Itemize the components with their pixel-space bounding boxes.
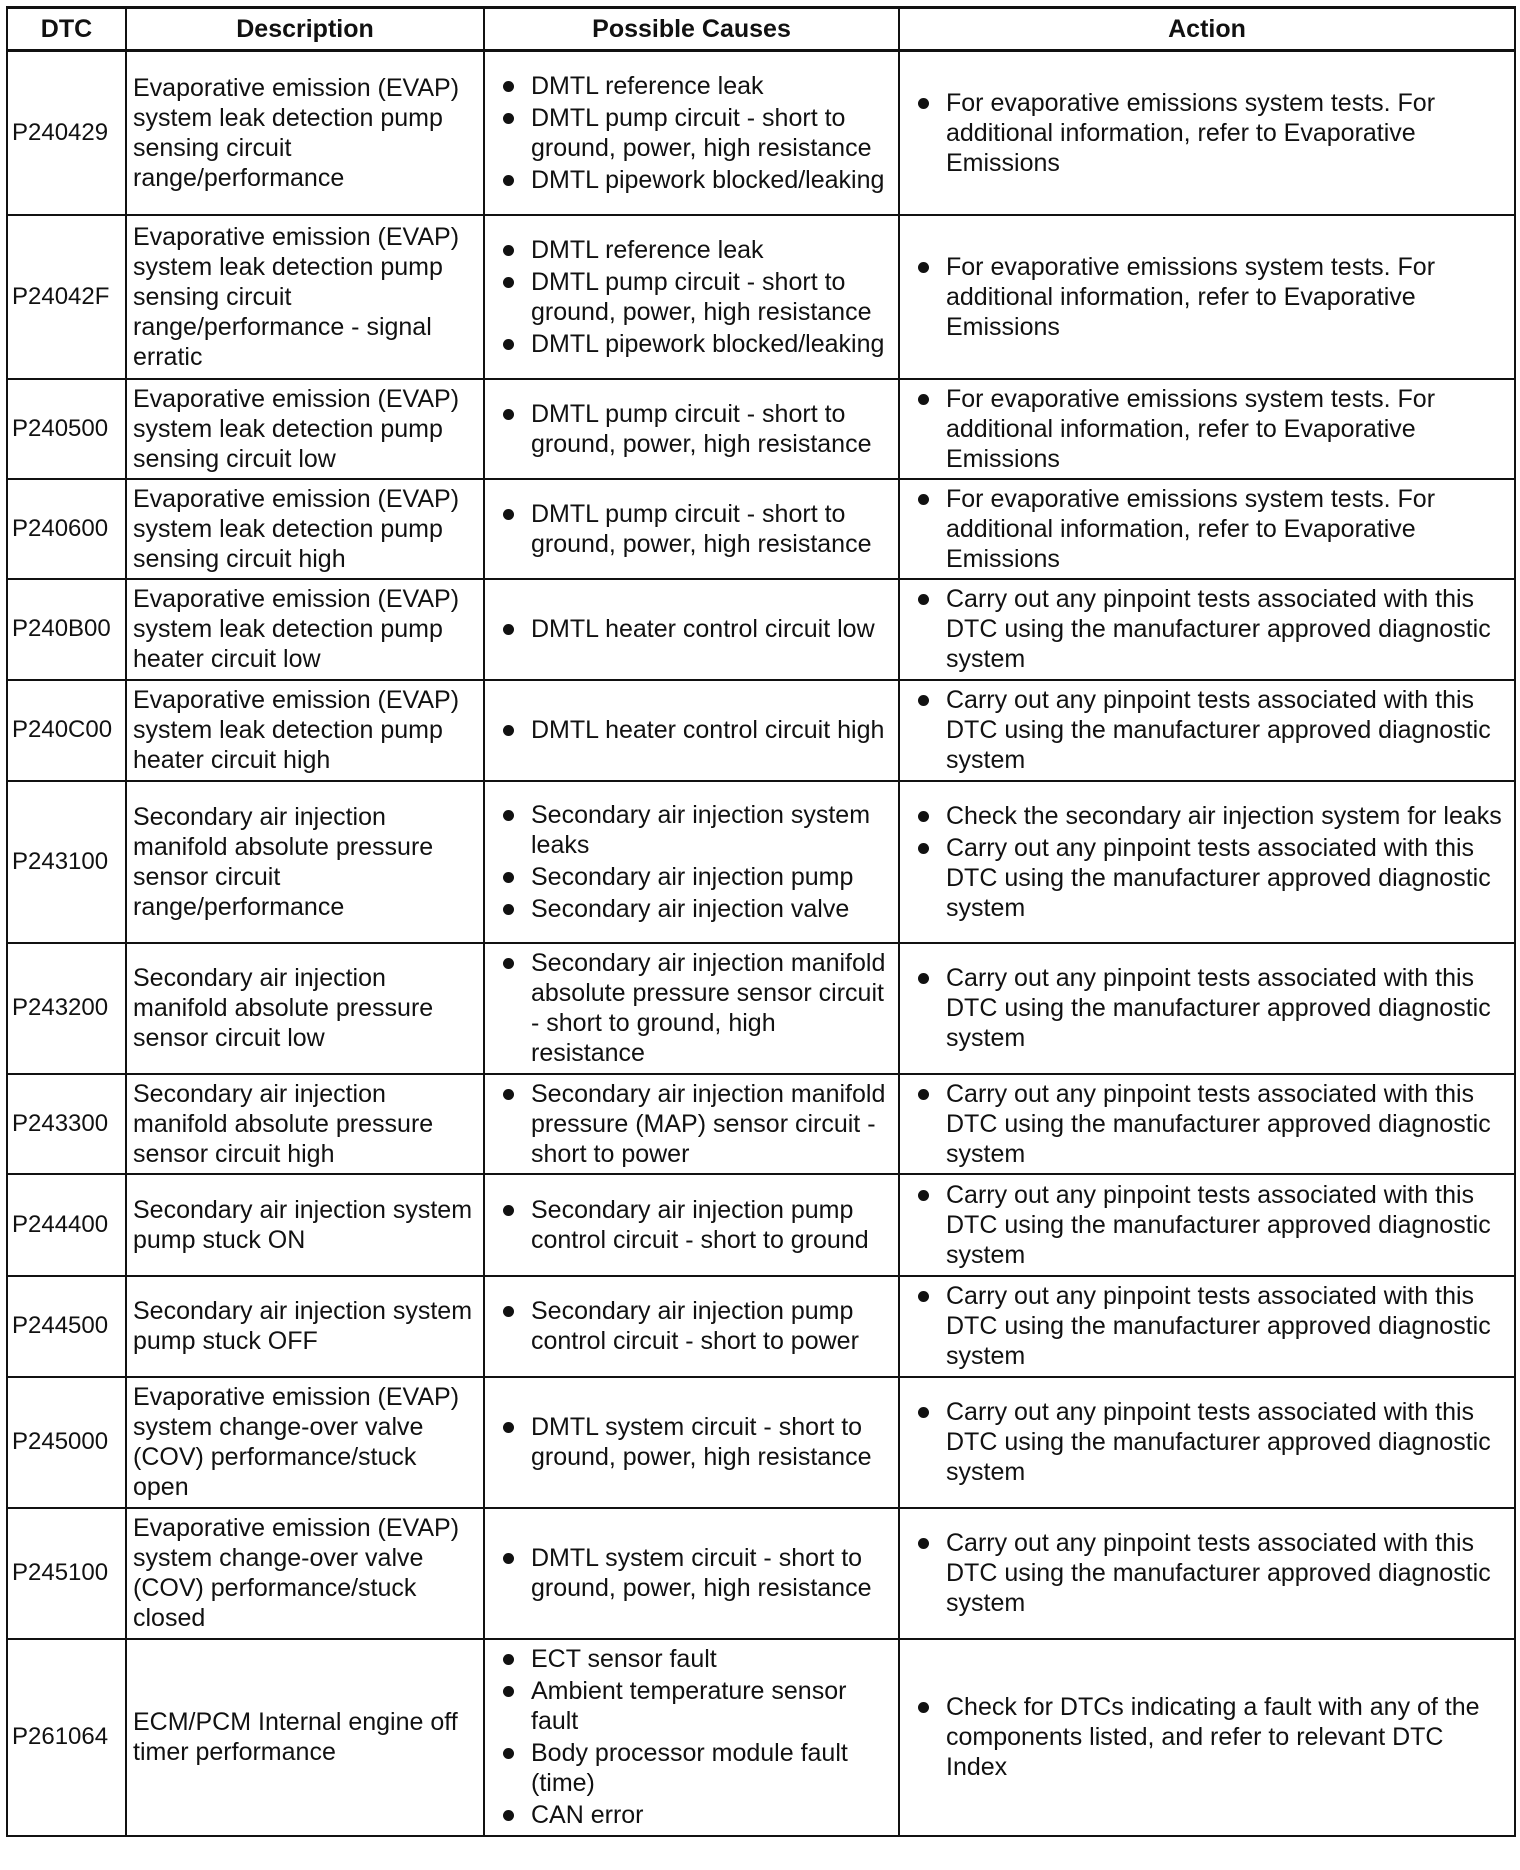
- dtc-code: P240C00: [7, 680, 126, 781]
- action-item: Carry out any pinpoint tests associated with this DTC using the manufacturer approved diagnostic system: [906, 685, 1508, 775]
- cause-item: DMTL pipework blocked/leaking: [491, 329, 892, 359]
- dtc-description: Evaporative emission (EVAP) system leak detection pump sensing circuit high: [126, 479, 484, 579]
- table-row: [7, 479, 1515, 579]
- actions-list: [906, 584, 1508, 674]
- action-cell: [899, 215, 1515, 379]
- dtc-code: P240500: [7, 379, 126, 479]
- actions-list: [906, 1528, 1508, 1618]
- possible-causes-cell: [484, 1377, 899, 1508]
- action-item: Carry out any pinpoint tests associated with this DTC using the manufacturer approved diagnostic system: [906, 833, 1508, 923]
- dtc-code: P244400: [7, 1174, 126, 1276]
- actions-list: [906, 252, 1508, 342]
- dtc-description: Evaporative emission (EVAP) system leak detection pump sensing circuit range/performance - signal erratic: [126, 215, 484, 379]
- causes-list: [491, 800, 892, 924]
- cause-item: CAN error: [491, 1800, 892, 1830]
- dtc-code: P244500: [7, 1276, 126, 1377]
- header-description: Description: [126, 8, 484, 51]
- causes-list: [491, 1543, 892, 1603]
- dtc-description: Evaporative emission (EVAP) system leak detection pump heater circuit low: [126, 579, 484, 680]
- dtc-code: P243200: [7, 943, 126, 1074]
- actions-list: [906, 963, 1508, 1053]
- dtc-table: [6, 6, 1516, 1837]
- actions-list: [906, 801, 1508, 923]
- cause-item: Secondary air injection pump control circuit - short to ground: [491, 1195, 892, 1255]
- actions-list: [906, 1692, 1508, 1782]
- possible-causes-cell: [484, 1639, 899, 1836]
- table-row: [7, 579, 1515, 680]
- actions-list: [906, 1180, 1508, 1270]
- actions-list: [906, 685, 1508, 775]
- table-row: [7, 680, 1515, 781]
- action-cell: [899, 579, 1515, 680]
- action-cell: [899, 1074, 1515, 1174]
- dtc-description: Secondary air injection manifold absolute pressure sensor circuit low: [126, 943, 484, 1074]
- action-item: Carry out any pinpoint tests associated with this DTC using the manufacturer approved diagnostic system: [906, 1180, 1508, 1270]
- action-item: For evaporative emissions system tests. For additional information, refer to Evaporative Emissions: [906, 384, 1508, 474]
- dtc-code: P240429: [7, 51, 126, 215]
- possible-causes-cell: [484, 215, 899, 379]
- action-item: Carry out any pinpoint tests associated with this DTC using the manufacturer approved diagnostic system: [906, 1281, 1508, 1371]
- action-item: Carry out any pinpoint tests associated with this DTC using the manufacturer approved diagnostic system: [906, 1079, 1508, 1169]
- dtc-description: Secondary air injection system pump stuck ON: [126, 1174, 484, 1276]
- possible-causes-cell: [484, 1074, 899, 1174]
- causes-list: [491, 1644, 892, 1830]
- action-cell: [899, 1508, 1515, 1639]
- possible-causes-cell: [484, 1276, 899, 1377]
- action-cell: [899, 1639, 1515, 1836]
- action-item: For evaporative emissions system tests. For additional information, refer to Evaporative Emissions: [906, 484, 1508, 574]
- dtc-description: Secondary air injection system pump stuck OFF: [126, 1276, 484, 1377]
- actions-list: [906, 484, 1508, 574]
- possible-causes-cell: [484, 1508, 899, 1639]
- header-action: Action: [899, 8, 1515, 51]
- causes-list: [491, 948, 892, 1068]
- possible-causes-cell: [484, 379, 899, 479]
- action-cell: [899, 1276, 1515, 1377]
- actions-list: [906, 384, 1508, 474]
- causes-list: [491, 399, 892, 459]
- dtc-description: ECM/PCM Internal engine off timer performance: [126, 1639, 484, 1836]
- dtc-code: P240600: [7, 479, 126, 579]
- possible-causes-cell: [484, 943, 899, 1074]
- cause-item: Secondary air injection manifold absolute pressure sensor circuit - short to ground, high resistance: [491, 948, 892, 1068]
- action-item: Carry out any pinpoint tests associated with this DTC using the manufacturer approved diagnostic system: [906, 963, 1508, 1053]
- table-row: [7, 379, 1515, 479]
- table-body: [7, 51, 1515, 1836]
- causes-list: [491, 499, 892, 559]
- dtc-description: Secondary air injection manifold absolute pressure sensor circuit range/performance: [126, 781, 484, 943]
- cause-item: DMTL pump circuit - short to ground, power, high resistance: [491, 267, 892, 327]
- possible-causes-cell: [484, 680, 899, 781]
- header-possible-causes: Possible Causes: [484, 8, 899, 51]
- causes-list: [491, 235, 892, 359]
- actions-list: [906, 1079, 1508, 1169]
- cause-item: DMTL system circuit - short to ground, power, high resistance: [491, 1543, 892, 1603]
- cause-item: Secondary air injection valve: [491, 894, 892, 924]
- action-item: Carry out any pinpoint tests associated with this DTC using the manufacturer approved diagnostic system: [906, 584, 1508, 674]
- cause-item: DMTL reference leak: [491, 235, 892, 265]
- table-row: [7, 943, 1515, 1074]
- action-cell: [899, 1174, 1515, 1276]
- causes-list: [491, 1195, 892, 1255]
- dtc-code: P243300: [7, 1074, 126, 1174]
- cause-item: Body processor module fault (time): [491, 1738, 892, 1798]
- action-cell: [899, 943, 1515, 1074]
- dtc-description: Evaporative emission (EVAP) system change-over valve (COV) performance/stuck open: [126, 1377, 484, 1508]
- cause-item: DMTL pipework blocked/leaking: [491, 165, 892, 195]
- action-item: Check the secondary air injection system for leaks: [906, 801, 1508, 831]
- cause-item: DMTL pump circuit - short to ground, power, high resistance: [491, 399, 892, 459]
- cause-item: Ambient temperature sensor fault: [491, 1676, 892, 1736]
- action-cell: [899, 379, 1515, 479]
- cause-item: ECT sensor fault: [491, 1644, 892, 1674]
- table-row: [7, 781, 1515, 943]
- dtc-description: Evaporative emission (EVAP) system change-over valve (COV) performance/stuck closed: [126, 1508, 484, 1639]
- table-row: [7, 1174, 1515, 1276]
- table-row: [7, 51, 1515, 215]
- action-cell: [899, 1377, 1515, 1508]
- dtc-code: P240B00: [7, 579, 126, 680]
- table-row: [7, 1639, 1515, 1836]
- action-item: Check for DTCs indicating a fault with any of the components listed, and refer to relevant DTC Index: [906, 1692, 1508, 1782]
- table-row: [7, 1377, 1515, 1508]
- possible-causes-cell: [484, 479, 899, 579]
- cause-item: DMTL system circuit - short to ground, power, high resistance: [491, 1412, 892, 1472]
- action-item: Carry out any pinpoint tests associated with this DTC using the manufacturer approved diagnostic system: [906, 1528, 1508, 1618]
- dtc-code: P24042F: [7, 215, 126, 379]
- cause-item: DMTL reference leak: [491, 71, 892, 101]
- actions-list: [906, 1281, 1508, 1371]
- cause-item: Secondary air injection pump control circuit - short to power: [491, 1296, 892, 1356]
- action-cell: [899, 479, 1515, 579]
- dtc-code: P243100: [7, 781, 126, 943]
- action-cell: [899, 680, 1515, 781]
- causes-list: [491, 1412, 892, 1472]
- action-cell: [899, 51, 1515, 215]
- dtc-description: Secondary air injection manifold absolute pressure sensor circuit high: [126, 1074, 484, 1174]
- action-item: For evaporative emissions system tests. For additional information, refer to Evaporative Emissions: [906, 88, 1508, 178]
- causes-list: [491, 1296, 892, 1356]
- causes-list: [491, 71, 892, 195]
- table-row: [7, 1074, 1515, 1174]
- possible-causes-cell: [484, 781, 899, 943]
- action-cell: [899, 781, 1515, 943]
- table-row: [7, 215, 1515, 379]
- cause-item: DMTL heater control circuit high: [491, 715, 892, 745]
- dtc-description: Evaporative emission (EVAP) system leak detection pump sensing circuit low: [126, 379, 484, 479]
- header-dtc: DTC: [7, 8, 126, 51]
- dtc-code: P245100: [7, 1508, 126, 1639]
- causes-list: [491, 715, 892, 745]
- possible-causes-cell: [484, 1174, 899, 1276]
- table-row: [7, 1508, 1515, 1639]
- dtc-code: P261064: [7, 1639, 126, 1836]
- dtc-description: Evaporative emission (EVAP) system leak detection pump sensing circuit range/performance: [126, 51, 484, 215]
- cause-item: DMTL pump circuit - short to ground, power, high resistance: [491, 103, 892, 163]
- cause-item: Secondary air injection system leaks: [491, 800, 892, 860]
- header-row: [7, 8, 1515, 51]
- cause-item: DMTL heater control circuit low: [491, 614, 892, 644]
- possible-causes-cell: [484, 579, 899, 680]
- actions-list: [906, 1397, 1508, 1487]
- dtc-code: P245000: [7, 1377, 126, 1508]
- actions-list: [906, 88, 1508, 178]
- cause-item: DMTL pump circuit - short to ground, power, high resistance: [491, 499, 892, 559]
- causes-list: [491, 614, 892, 644]
- dtc-description: Evaporative emission (EVAP) system leak detection pump heater circuit high: [126, 680, 484, 781]
- causes-list: [491, 1079, 892, 1169]
- action-item: Carry out any pinpoint tests associated with this DTC using the manufacturer approved diagnostic system: [906, 1397, 1508, 1487]
- cause-item: Secondary air injection manifold pressure (MAP) sensor circuit - short to power: [491, 1079, 892, 1169]
- possible-causes-cell: [484, 51, 899, 215]
- cause-item: Secondary air injection pump: [491, 862, 892, 892]
- action-item: For evaporative emissions system tests. For additional information, refer to Evaporative Emissions: [906, 252, 1508, 342]
- table-row: [7, 1276, 1515, 1377]
